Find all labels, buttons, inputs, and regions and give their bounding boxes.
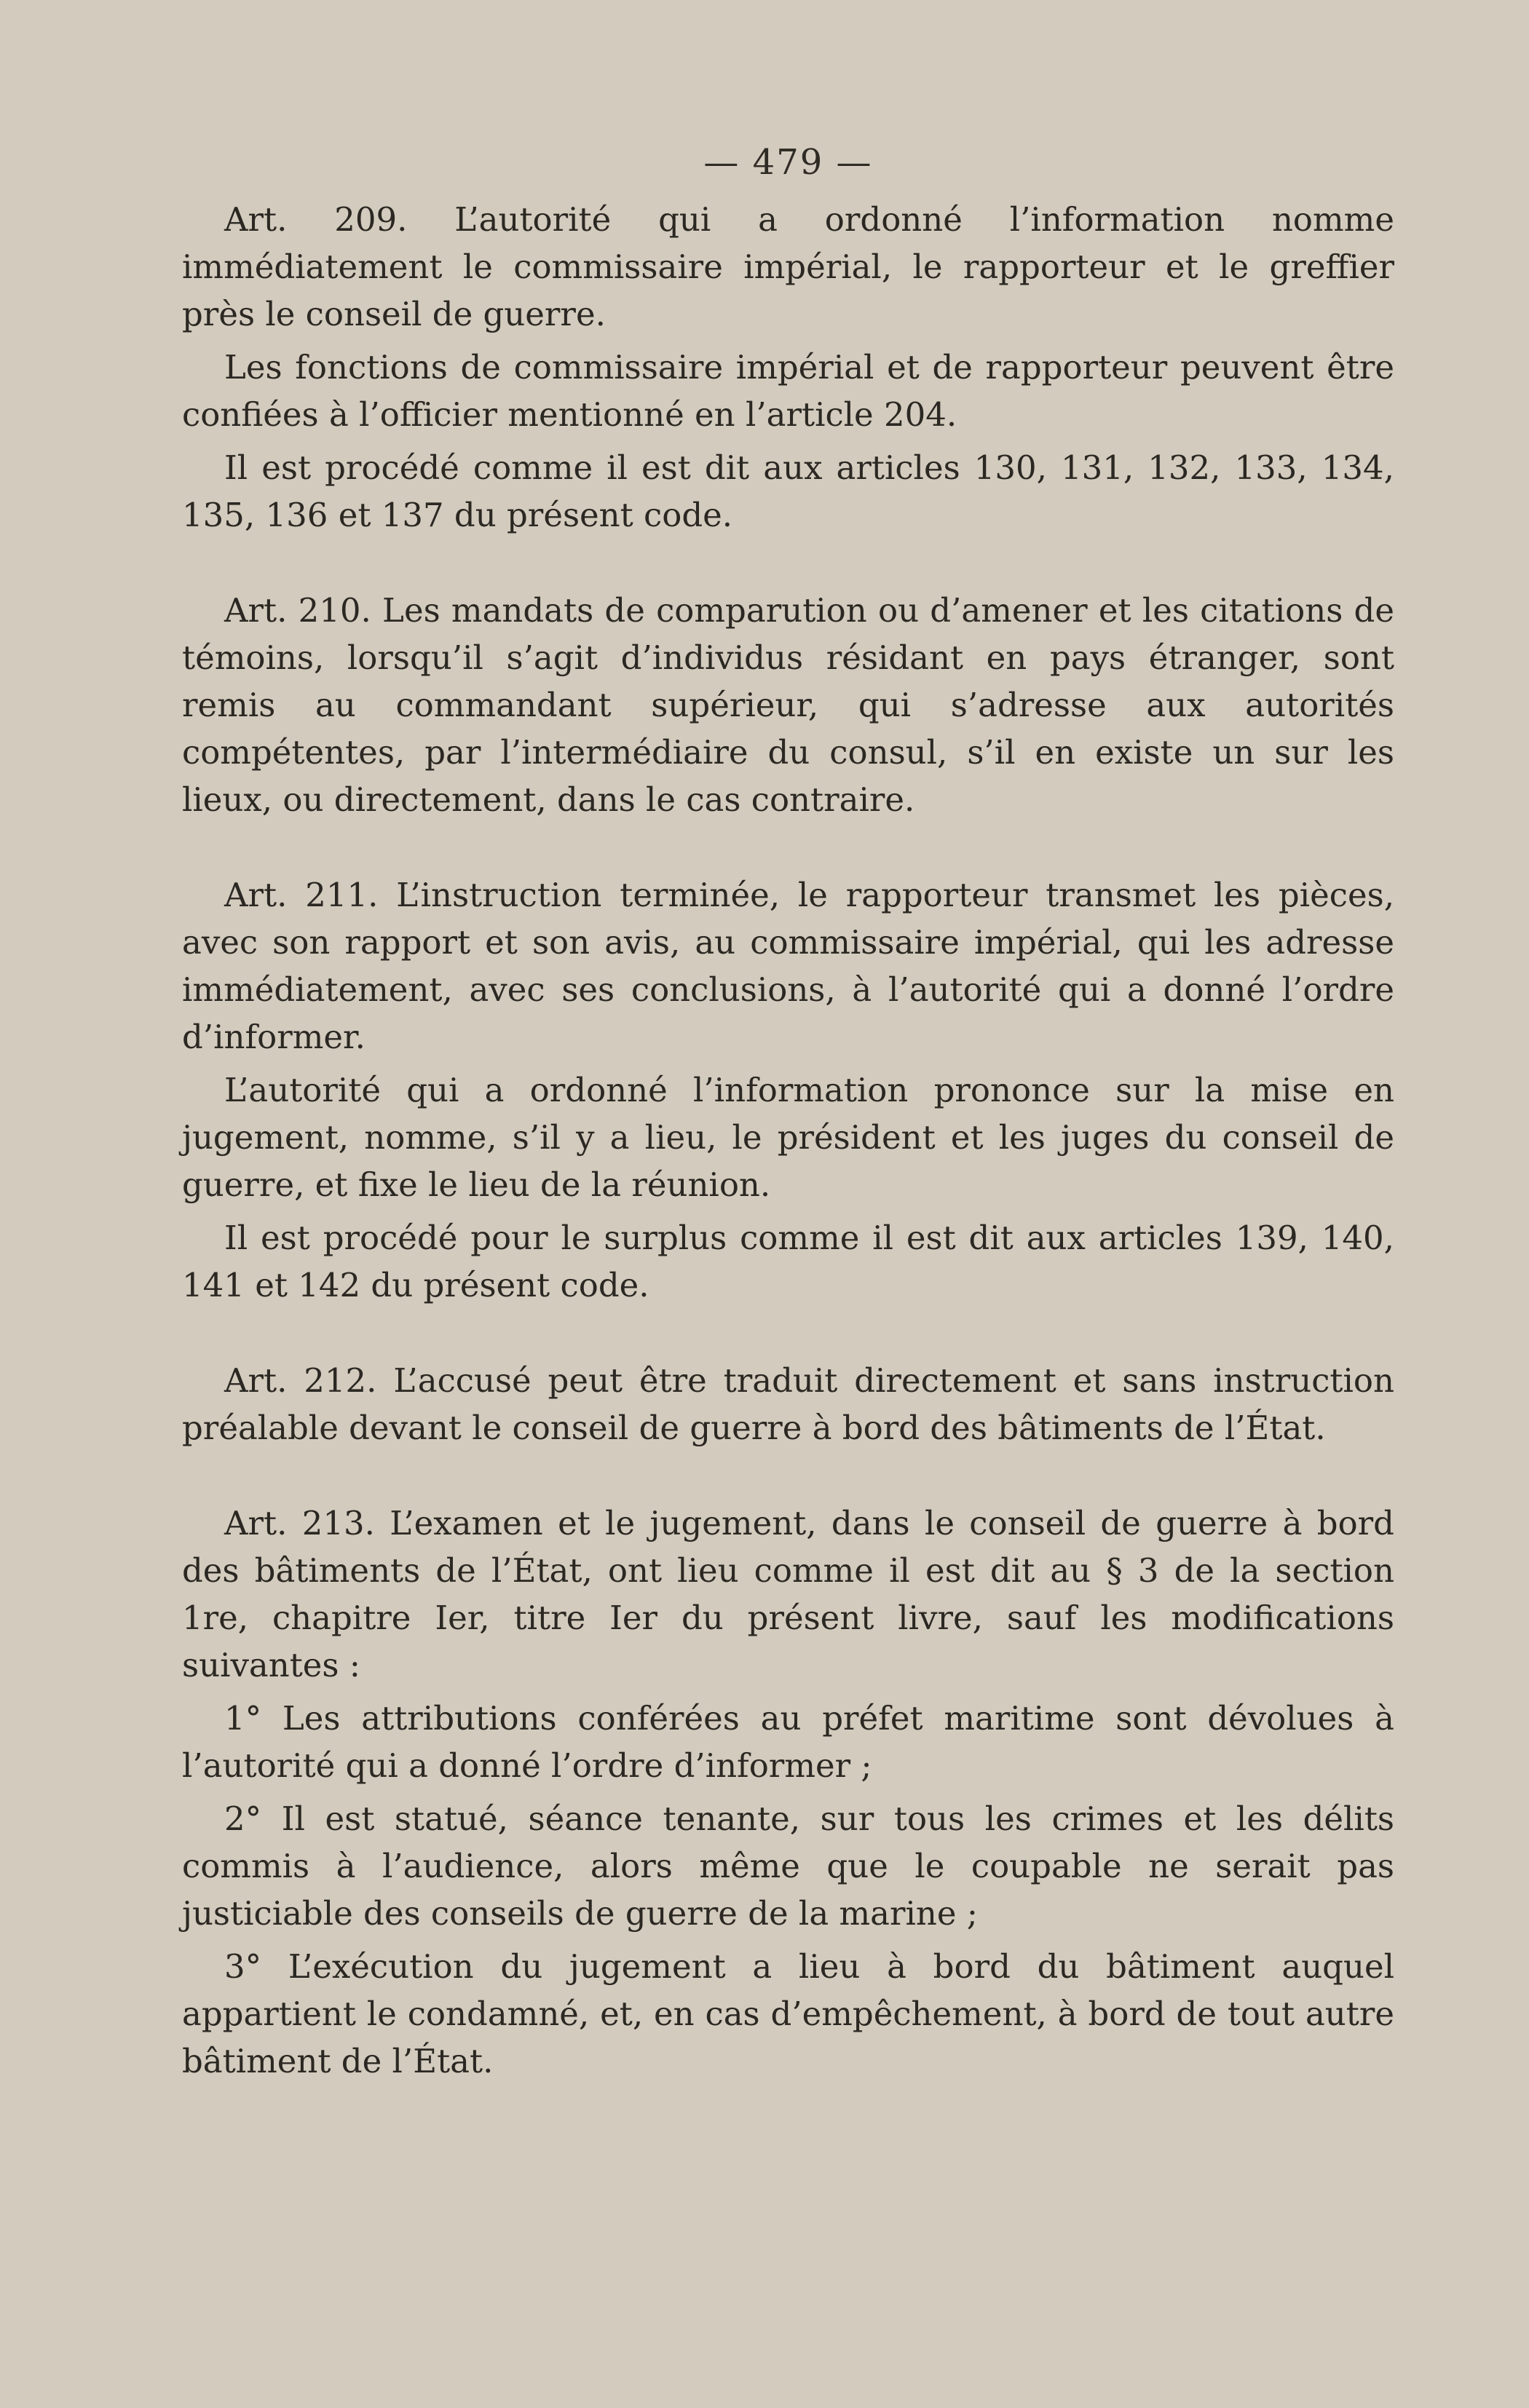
article-213: [182, 1500, 1394, 2085]
article-213-paragraph-1: Art. 213. L’examen et le jugement, dans le conseil de guerre à bord des bâtiments de l’État, ont lieu comme il est dit au § 3 de la section 1re, chapitre Ier, titre Ier du présent livre, sauf les modifications suivantes :: [182, 1504, 1394, 1684]
article-213-item-3: 3° L’exécution du jugement a lieu à bord du bâtiment auquel appartient le condamné, et, en cas d’empêchement, à bord de tout autre bâtiment de l’État.: [182, 1947, 1394, 2080]
article-209: [182, 196, 1394, 539]
printed-page: [182, 142, 1394, 2085]
article-209-paragraph-3: Il est procédé comme il est dit aux articles 130, 131, 132, 133, 134, 135, 136 et 137 du présent code.: [182, 448, 1394, 534]
article-210: [182, 587, 1394, 823]
article-213-item-1: 1° Les attributions conférées au préfet maritime sont dévolues à l’autorité qui a donné l’ordre d’informer ;: [182, 1699, 1394, 1785]
article-211-paragraph-2: L’autorité qui a ordonné l’information prononce sur la mise en jugement, nomme, s’il y a lieu, le président et les juges du conseil de guerre, et fixe le lieu de la réunion.: [182, 1071, 1394, 1204]
article-210-paragraph-1: Art. 210. Les mandats de comparution ou d’amener et les citations de témoins, lorsqu’il s’agit d’individus résidant en pays étranger, sont remis au commandant supérieur, qui s’adresse aux autorités compétentes, par l’intermédiaire du consul, s’il en existe un sur les lieux, ou directement, dans le cas contraire.: [182, 591, 1394, 819]
article-212-paragraph-1: Art. 212. L’accusé peut être traduit directement et sans instruction préalable devant le conseil de guerre à bord des bâtiments de l’État.: [182, 1361, 1394, 1447]
article-209-paragraph-2: Les fonctions de commissaire impérial et de rapporteur peuvent être confiées à l’officier mentionné en l’article 204.: [182, 348, 1394, 434]
article-213-item-2: 2° Il est statué, séance tenante, sur tous les crimes et les délits commis à l’audience, alors même que le coupable ne serait pas justiciable des conseils de guerre de la marine ;: [182, 1799, 1394, 1933]
page-number: — 479 —: [703, 142, 873, 183]
article-211-paragraph-1: Art. 211. L’instruction terminée, le rapporteur transmet les pièces, avec son rapport et son avis, au commissaire impérial, qui les adresse immédiatement, avec ses conclusions, à l’autorité qui a donné l’ordre d’informer.: [182, 876, 1394, 1056]
article-212: [182, 1357, 1394, 1451]
article-211: [182, 871, 1394, 1309]
article-211-paragraph-3: Il est procédé pour le surplus comme il est dit aux articles 139, 140, 141 et 142 du présent code.: [182, 1219, 1394, 1304]
article-209-paragraph-1: Art. 209. L’autorité qui a ordonné l’information nomme immédiatement le commissaire impérial, le rapporteur et le greffier près le conseil de guerre.: [182, 200, 1394, 333]
